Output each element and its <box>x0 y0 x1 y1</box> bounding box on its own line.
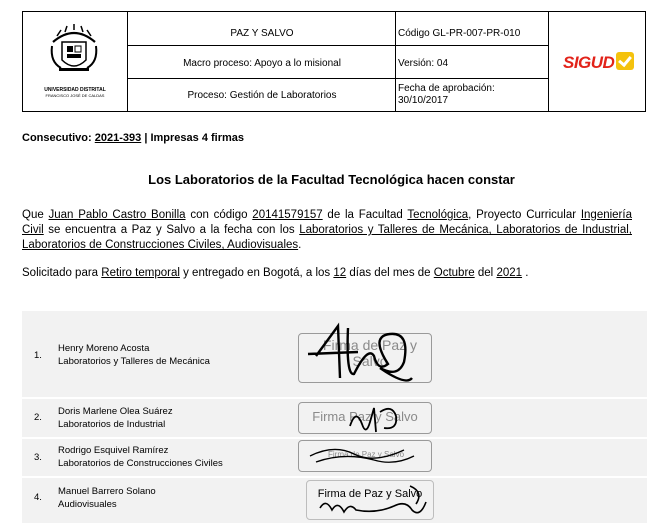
request-text: del <box>477 267 494 279</box>
sigud-logo: SIGUD <box>563 53 615 72</box>
doc-title: PAZ Y SALVO <box>230 28 294 39</box>
request-text: Solicitado para <box>22 267 99 279</box>
check-icon <box>616 52 634 70</box>
body-text: de la Facultad <box>327 209 403 221</box>
request-line <box>22 266 632 281</box>
faculty-name: Tecnológica <box>407 209 469 221</box>
separator: | <box>144 132 148 144</box>
program-name: Ingeniería Civil <box>22 209 632 236</box>
signer-number: 4. <box>34 492 42 503</box>
request-year: 2021 <box>496 267 523 279</box>
copies-text: Impresas 4 firmas <box>150 132 245 144</box>
approval-label: Fecha de aprobación: <box>398 83 495 94</box>
consecutive-line <box>22 132 244 144</box>
body-text: se encuentra a Paz y Salvo a la fecha con los <box>48 224 295 236</box>
approval-date: 30/10/2017 <box>398 95 449 106</box>
body-text: con código <box>190 209 248 221</box>
body-text: , Proyecto Curricular <box>468 209 577 221</box>
university-name: UNIVERSIDAD DISTRITAL <box>44 87 106 93</box>
university-subtitle: FRANCISCO JOSÉ DE CALDAS <box>45 93 105 98</box>
university-seal-icon <box>47 22 101 76</box>
signer-lab: Laboratorios y Talleres de Mecánica <box>58 356 210 367</box>
signer-lab: Laboratorios de Construcciones Civiles <box>58 458 223 469</box>
student-code: 20141579157 <box>252 209 323 221</box>
signer-name: Doris Marlene Olea Suárez <box>58 406 173 417</box>
request-month: Octubre <box>433 267 475 279</box>
body-text: . <box>298 239 302 251</box>
request-text: . <box>525 267 529 279</box>
signature-1 <box>298 316 438 388</box>
body-text: Que <box>22 209 44 221</box>
request-day: 12 <box>333 267 347 279</box>
divider <box>22 397 647 399</box>
consecutive-label: Consecutivo: <box>22 132 92 144</box>
signer-number: 1. <box>34 350 42 361</box>
consecutive-number: 2021-393 <box>94 132 142 144</box>
signature-4 <box>316 480 432 520</box>
request-text: días del mes de <box>349 267 431 279</box>
divider <box>127 45 548 46</box>
stamp-text: Firma de Paz y Salvo <box>322 337 418 369</box>
divider <box>22 437 647 439</box>
request-text: y entregado en Bogotá, a los <box>183 267 331 279</box>
signer-name: Manuel Barrero Solano <box>58 486 156 497</box>
signature-3 <box>304 440 424 470</box>
request-reason: Retiro temporal <box>101 267 180 279</box>
doc-code: Código GL-PR-007-PR-010 <box>398 28 521 39</box>
labs-list: Laboratorios y Talleres de Mecánica, Laboratorios de Industrial, Laboratorios de Construcciones Civiles, Audiovisuales <box>22 224 632 251</box>
signature-2 <box>340 402 410 438</box>
signer-number: 3. <box>34 452 42 463</box>
signer-number: 2. <box>34 412 42 423</box>
signer-lab: Audiovisuales <box>58 499 117 510</box>
stamp-text: Firma de Paz y Salvo <box>327 450 405 459</box>
stamp-text: Firma de Paz y Salvo <box>317 488 423 500</box>
process: Proceso: Gestión de Laboratorios <box>187 90 337 101</box>
divider <box>548 12 549 111</box>
divider <box>127 78 548 79</box>
signer-name: Henry Moreno Acosta <box>58 343 150 354</box>
signer-name: Rodrigo Esquivel Ramírez <box>58 445 169 456</box>
certificate-heading: Los Laboratorios de la Facultad Tecnológica hacen constar <box>148 172 515 187</box>
signer-lab: Laboratorios de Industrial <box>58 419 166 430</box>
certificate-body <box>22 208 632 253</box>
version: Versión: 04 <box>398 58 449 69</box>
stamp-text: Firma Paz y Salvo <box>312 409 418 424</box>
divider <box>22 476 647 478</box>
student-name: Juan Pablo Castro Bonilla <box>48 209 186 221</box>
macro-process: Macro proceso: Apoyo a lo misional <box>183 58 341 69</box>
